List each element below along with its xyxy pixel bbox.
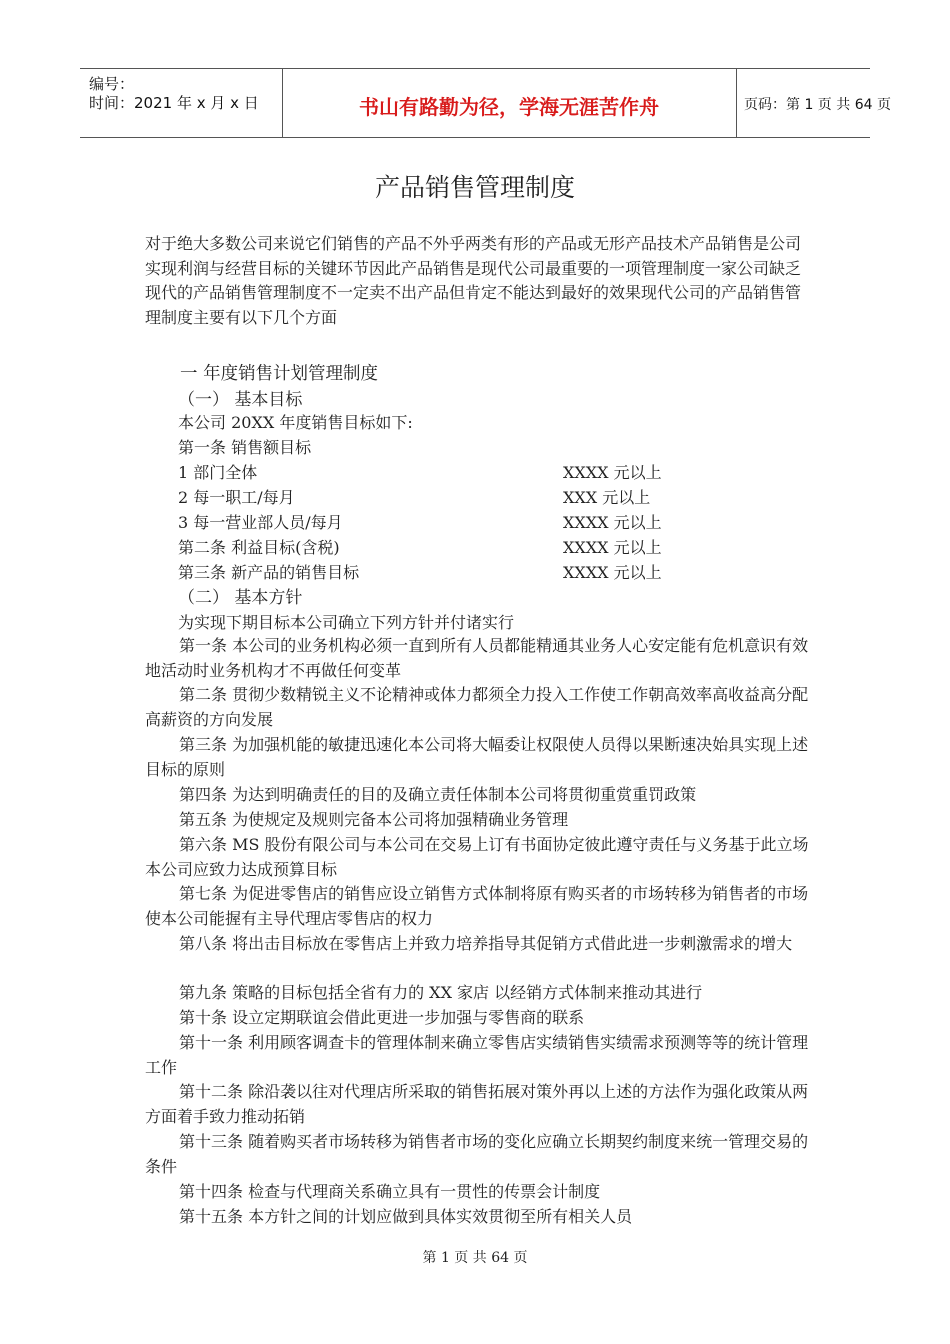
- article-paragraph: 第七条 为促进零售店的销售应设立销售方式体制将原有购买者的市场转移为销售者的市场使本公司能握有主导代理店零售店的权力: [145, 884, 809, 928]
- target-row-value: XXXX 元以上: [563, 538, 662, 557]
- subsection-heading-goals: （一） 基本目标: [178, 390, 303, 410]
- header-motto-cell: [282, 69, 737, 137]
- article-paragraph: 第十五条 本方针之间的计划应做到具体实效贯彻至所有相关人员: [179, 1207, 633, 1226]
- article-paragraph: 第四条 为达到明确责任的目的及确立责任体制本公司将贯彻重赏重罚政策: [179, 785, 697, 804]
- document-title: 产品销售管理制度: [374, 173, 575, 202]
- article-paragraph: 第六条 MS 股份有限公司与本公司在交易上订有书面协定彼此遵守责任与义务基于此立场本公司应致力达成预算目标: [145, 835, 809, 879]
- article-paragraph: 第二条 贯彻少数精锐主义不论精神或体力都须全力投入工作使工作朝高效率高收益高分配高薪资的方向发展: [145, 685, 809, 729]
- article-paragraph: 第十二条 除沿袭以往对代理店所采取的销售拓展对策外再以上述的方法作为强化政策从两方面着手致力推动拓销: [145, 1082, 809, 1126]
- article-paragraph: 第十条 设立定期联谊会借此更进一步加强与零售商的联系: [179, 1008, 585, 1027]
- article-paragraph: 第一条 本公司的业务机构必须一直到所有人员都能精通其业务人心安定能有危机意识有效地活动时业务机构才不再做任何变革: [145, 636, 809, 680]
- motto-text: 书山有路勤为径，学海无涯苦作舟: [359, 95, 659, 119]
- section-heading: 一 年度销售计划管理制度: [180, 364, 379, 384]
- article-sales-target: 第一条 销售额目标: [178, 438, 312, 457]
- page-footer: 第 1 页 共 64 页: [422, 1250, 528, 1266]
- article-paragraph: 第九条 策略的目标包括全省有力的 XX 家店 以经销方式体制来推动其进行: [179, 983, 703, 1002]
- article-paragraph: 第五条 为使规定及规则完备本公司将加强精确业务管理: [179, 810, 569, 829]
- target-row-value: XXXX 元以上: [563, 563, 662, 582]
- header-right-cell: [736, 69, 891, 137]
- policy-intro: 为实现下期目标本公司确立下列方针并付诸实行: [178, 613, 515, 632]
- header-left-cell: [80, 69, 283, 137]
- intro-paragraph: 对于绝大多数公司来说它们销售的产品不外乎两类有形的产品或无形产品技术产品销售是公司实现利润与经营目标的关键环节因此产品销售是现代公司最重要的一项管理制度一家公司缺乏现代的产品销售管理制度不一定卖不出产品但肯定不能达到最好的效果现代公司的产品销售管理制度主要有以下几个方面: [145, 234, 802, 327]
- subsection-heading-policy: （二） 基本方针: [178, 588, 303, 608]
- page-info: 页码：第 1 页 共 64 页: [744, 97, 891, 113]
- target-row-label: 第二条 利益目标(含税): [178, 538, 340, 557]
- target-row-value: XXX 元以上: [563, 488, 651, 507]
- article-paragraph: 第八条 将出击目标放在零售店上并致力培养指导其促销方式借此进一步刺激需求的增大: [179, 934, 793, 953]
- time-label: 时间：2021 年 x 月 x 日: [89, 94, 259, 112]
- target-row-label: 2 每一职工/每月: [178, 488, 295, 507]
- article-paragraph: 第十四条 检查与代理商关系确立具有一贯性的传票会计制度: [179, 1182, 601, 1201]
- target-row-value: XXXX 元以上: [563, 463, 662, 482]
- target-row-label: 3 每一营业部人员/每月: [178, 513, 343, 532]
- target-row-label: 1 部门全体: [178, 463, 258, 482]
- page-header: [80, 68, 891, 138]
- target-row-value: XXXX 元以上: [563, 513, 662, 532]
- article-paragraph: 第十一条 利用顾客调查卡的管理体制来确立零售店实绩销售实绩需求预测等等的统计管理工作: [145, 1033, 809, 1077]
- number-label: 编号：: [89, 75, 135, 93]
- target-intro: 本公司 20XX 年度销售目标如下:: [178, 413, 413, 432]
- article-paragraph: 第三条 为加强机能的敏捷迅速化本公司将大幅委让权限使人员得以果断速决始具实现上述目标的原则: [145, 735, 809, 779]
- target-row-label: 第三条 新产品的销售目标: [178, 563, 360, 582]
- article-paragraph: 第十三条 随着购买者市场转移为销售者市场的变化应确立长期契约制度来统一管理交易的条件: [145, 1132, 809, 1176]
